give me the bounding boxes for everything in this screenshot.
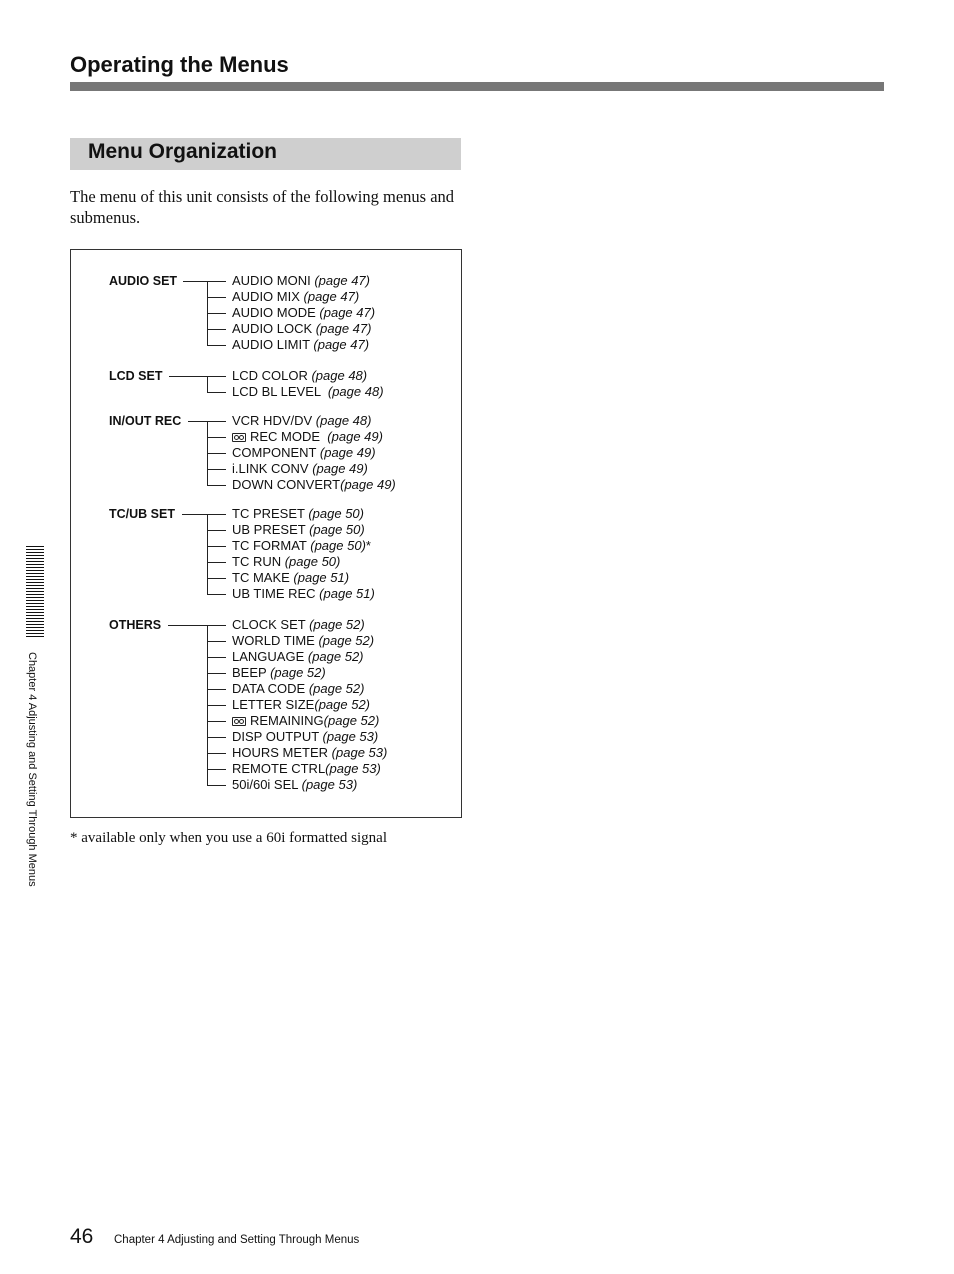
intro-paragraph: The menu of this unit consists of the following menus and submenus. [70, 187, 455, 227]
page-reference: (page 52) [308, 681, 365, 696]
submenu-item [232, 430, 383, 444]
tree-branch [207, 485, 226, 486]
tree-trunk [207, 514, 208, 595]
menu-name: OTHERS [109, 618, 162, 632]
submenu-item [232, 507, 364, 521]
tree-branch [207, 297, 226, 298]
submenu-item [232, 523, 365, 537]
submenu-label: LETTER SIZE [232, 697, 315, 712]
tree-trunk [207, 376, 208, 393]
footnote-mark: * [365, 538, 371, 553]
menu-name: AUDIO SET [109, 274, 178, 288]
tree-branch [207, 313, 226, 314]
tree-branch [207, 546, 226, 547]
tree-branch [207, 689, 226, 690]
submenu-item [232, 682, 364, 696]
page-reference: (page 53) [301, 777, 358, 792]
page-reference: (page 52) [309, 617, 365, 632]
section-rule [70, 82, 884, 91]
tree-branch [207, 753, 226, 754]
submenu-item [232, 634, 374, 648]
page-reference: (page 47) [319, 305, 376, 320]
submenu-label: VCR HDV/DV [232, 413, 316, 428]
submenu-item [232, 462, 368, 476]
page-reference: (page 50) [309, 522, 365, 537]
tree-branch [207, 514, 226, 515]
submenu-item [232, 762, 381, 776]
tree-branch [207, 530, 226, 531]
menu-name: LCD SET [109, 369, 163, 383]
page-reference: (page 47) [313, 337, 370, 352]
submenu-label: TC MAKE [232, 570, 294, 585]
section-title: Operating the Menus [70, 52, 289, 77]
page-number: 46 [70, 1225, 94, 1248]
tape-icon [232, 433, 246, 442]
submenu-item [232, 385, 384, 399]
tree-branch [207, 657, 226, 658]
page-reference: (page 50) [308, 506, 364, 521]
side-chapter-label: Chapter 4 Adjusting and Setting Through Menus [26, 652, 38, 887]
page-reference: (page 49) [312, 461, 368, 476]
tree-branch [207, 329, 226, 330]
page-reference: (page 47) [303, 289, 360, 304]
submenu-item [232, 714, 379, 728]
submenu-item [232, 698, 370, 712]
tree-branch [207, 673, 226, 674]
submenu-label: AUDIO MONI [232, 273, 315, 288]
submenu-item [232, 338, 369, 352]
submenu-label: AUDIO MODE [232, 305, 320, 320]
submenu-item [232, 555, 340, 569]
page-reference: (page 52) [270, 665, 326, 680]
submenu-label: HOURS METER [232, 745, 332, 760]
submenu-label: i.LINK CONV [232, 461, 313, 476]
page-reference: (page 51) [319, 586, 375, 601]
submenu-item [232, 414, 371, 428]
tree-branch [207, 705, 226, 706]
submenu-label: WORLD TIME [232, 633, 319, 648]
tree-branch [207, 376, 226, 377]
page-reference: (page 48) [315, 413, 372, 428]
page-reference: (page 53) [325, 761, 381, 776]
page-reference: (page 53) [322, 729, 379, 744]
tree-branch [207, 562, 226, 563]
submenu-item [232, 666, 326, 680]
tree-branch [207, 578, 226, 579]
page-reference: (page 52) [314, 697, 371, 712]
submenu-label: LANGUAGE [232, 649, 308, 664]
tree-branch [207, 769, 226, 770]
submenu-label: REMOTE CTRL [232, 761, 326, 776]
submenu-label: UB PRESET [232, 522, 310, 537]
tree-branch [207, 721, 226, 722]
tree-branch [207, 453, 226, 454]
submenu-item [232, 539, 371, 553]
sub-header-title: Menu Organization [88, 140, 277, 163]
submenu-label: 50i/60i SEL [232, 777, 302, 792]
menu-name: TC/UB SET [109, 507, 175, 521]
page-reference: (page 48) [327, 384, 384, 399]
submenu-item [232, 369, 367, 383]
submenu-item [232, 571, 349, 585]
submenu-item [232, 322, 371, 336]
submenu-label: CLOCK SET [232, 617, 310, 632]
submenu-label: REMAINING [250, 713, 324, 728]
submenu-item [232, 746, 387, 760]
submenu-label: AUDIO LOCK [232, 321, 316, 336]
submenu-item [232, 290, 359, 304]
tree-branch [207, 785, 226, 786]
footer-chapter-label: Chapter 4 Adjusting and Setting Through Menus [114, 1234, 360, 1246]
sub-header-banner [70, 138, 461, 170]
submenu-label: TC RUN [232, 554, 285, 569]
page-reference: (page 49) [319, 445, 376, 460]
submenu-item [232, 478, 396, 492]
page-reference: (page 49) [340, 477, 396, 492]
page-reference: (page 52) [318, 633, 375, 648]
page-reference: (page 52) [307, 649, 364, 664]
chapter-thumb-tab [26, 546, 44, 638]
submenu-item [232, 778, 357, 792]
submenu-label: LCD COLOR [232, 368, 312, 383]
page-reference: (page 51) [293, 570, 350, 585]
submenu-label: LCD BL LEVEL [232, 384, 328, 399]
tree-branch [207, 392, 226, 393]
submenu-label: DATA CODE [232, 681, 309, 696]
page-reference: (page 52) [323, 713, 380, 728]
page-reference: (page 50) [310, 538, 366, 553]
submenu-label: TC PRESET [232, 506, 309, 521]
submenu-item [232, 618, 365, 632]
menu-name: IN/OUT REC [109, 414, 182, 428]
tree-branch [207, 421, 226, 422]
tree-branch [207, 737, 226, 738]
footnote: * available only when you use a 60i formatted signal [70, 830, 387, 846]
page-reference: (page 47) [314, 273, 370, 288]
tape-icon [232, 717, 246, 726]
tree-branch [207, 469, 226, 470]
submenu-label: AUDIO LIMIT [232, 337, 314, 352]
tree-branch [207, 437, 226, 438]
submenu-label: AUDIO MIX [232, 289, 304, 304]
tree-branch [207, 594, 226, 595]
tree-branch [207, 625, 226, 626]
page-reference: (page 48) [311, 368, 368, 383]
tree-branch [207, 281, 226, 282]
page-reference: (page 50) [284, 554, 341, 569]
submenu-item [232, 446, 376, 460]
submenu-item [232, 306, 375, 320]
submenu-item [232, 730, 378, 744]
submenu-label: DISP OUTPUT [232, 729, 323, 744]
page-reference: (page 49) [327, 429, 383, 444]
page-reference: (page 47) [315, 321, 372, 336]
submenu-label: DOWN CONVERT [232, 477, 341, 492]
submenu-label: COMPONENT [232, 445, 320, 460]
tree-branch [207, 641, 226, 642]
submenu-label: REC MODE [250, 429, 328, 444]
submenu-label: TC FORMAT [232, 538, 311, 553]
menu-tree-diagram [70, 249, 462, 818]
page-reference: (page 53) [331, 745, 388, 760]
submenu-label: UB TIME REC [232, 586, 320, 601]
submenu-label: BEEP [232, 665, 271, 680]
submenu-item [232, 587, 375, 601]
submenu-item [232, 650, 364, 664]
submenu-item [232, 274, 370, 288]
tree-branch [207, 345, 226, 346]
